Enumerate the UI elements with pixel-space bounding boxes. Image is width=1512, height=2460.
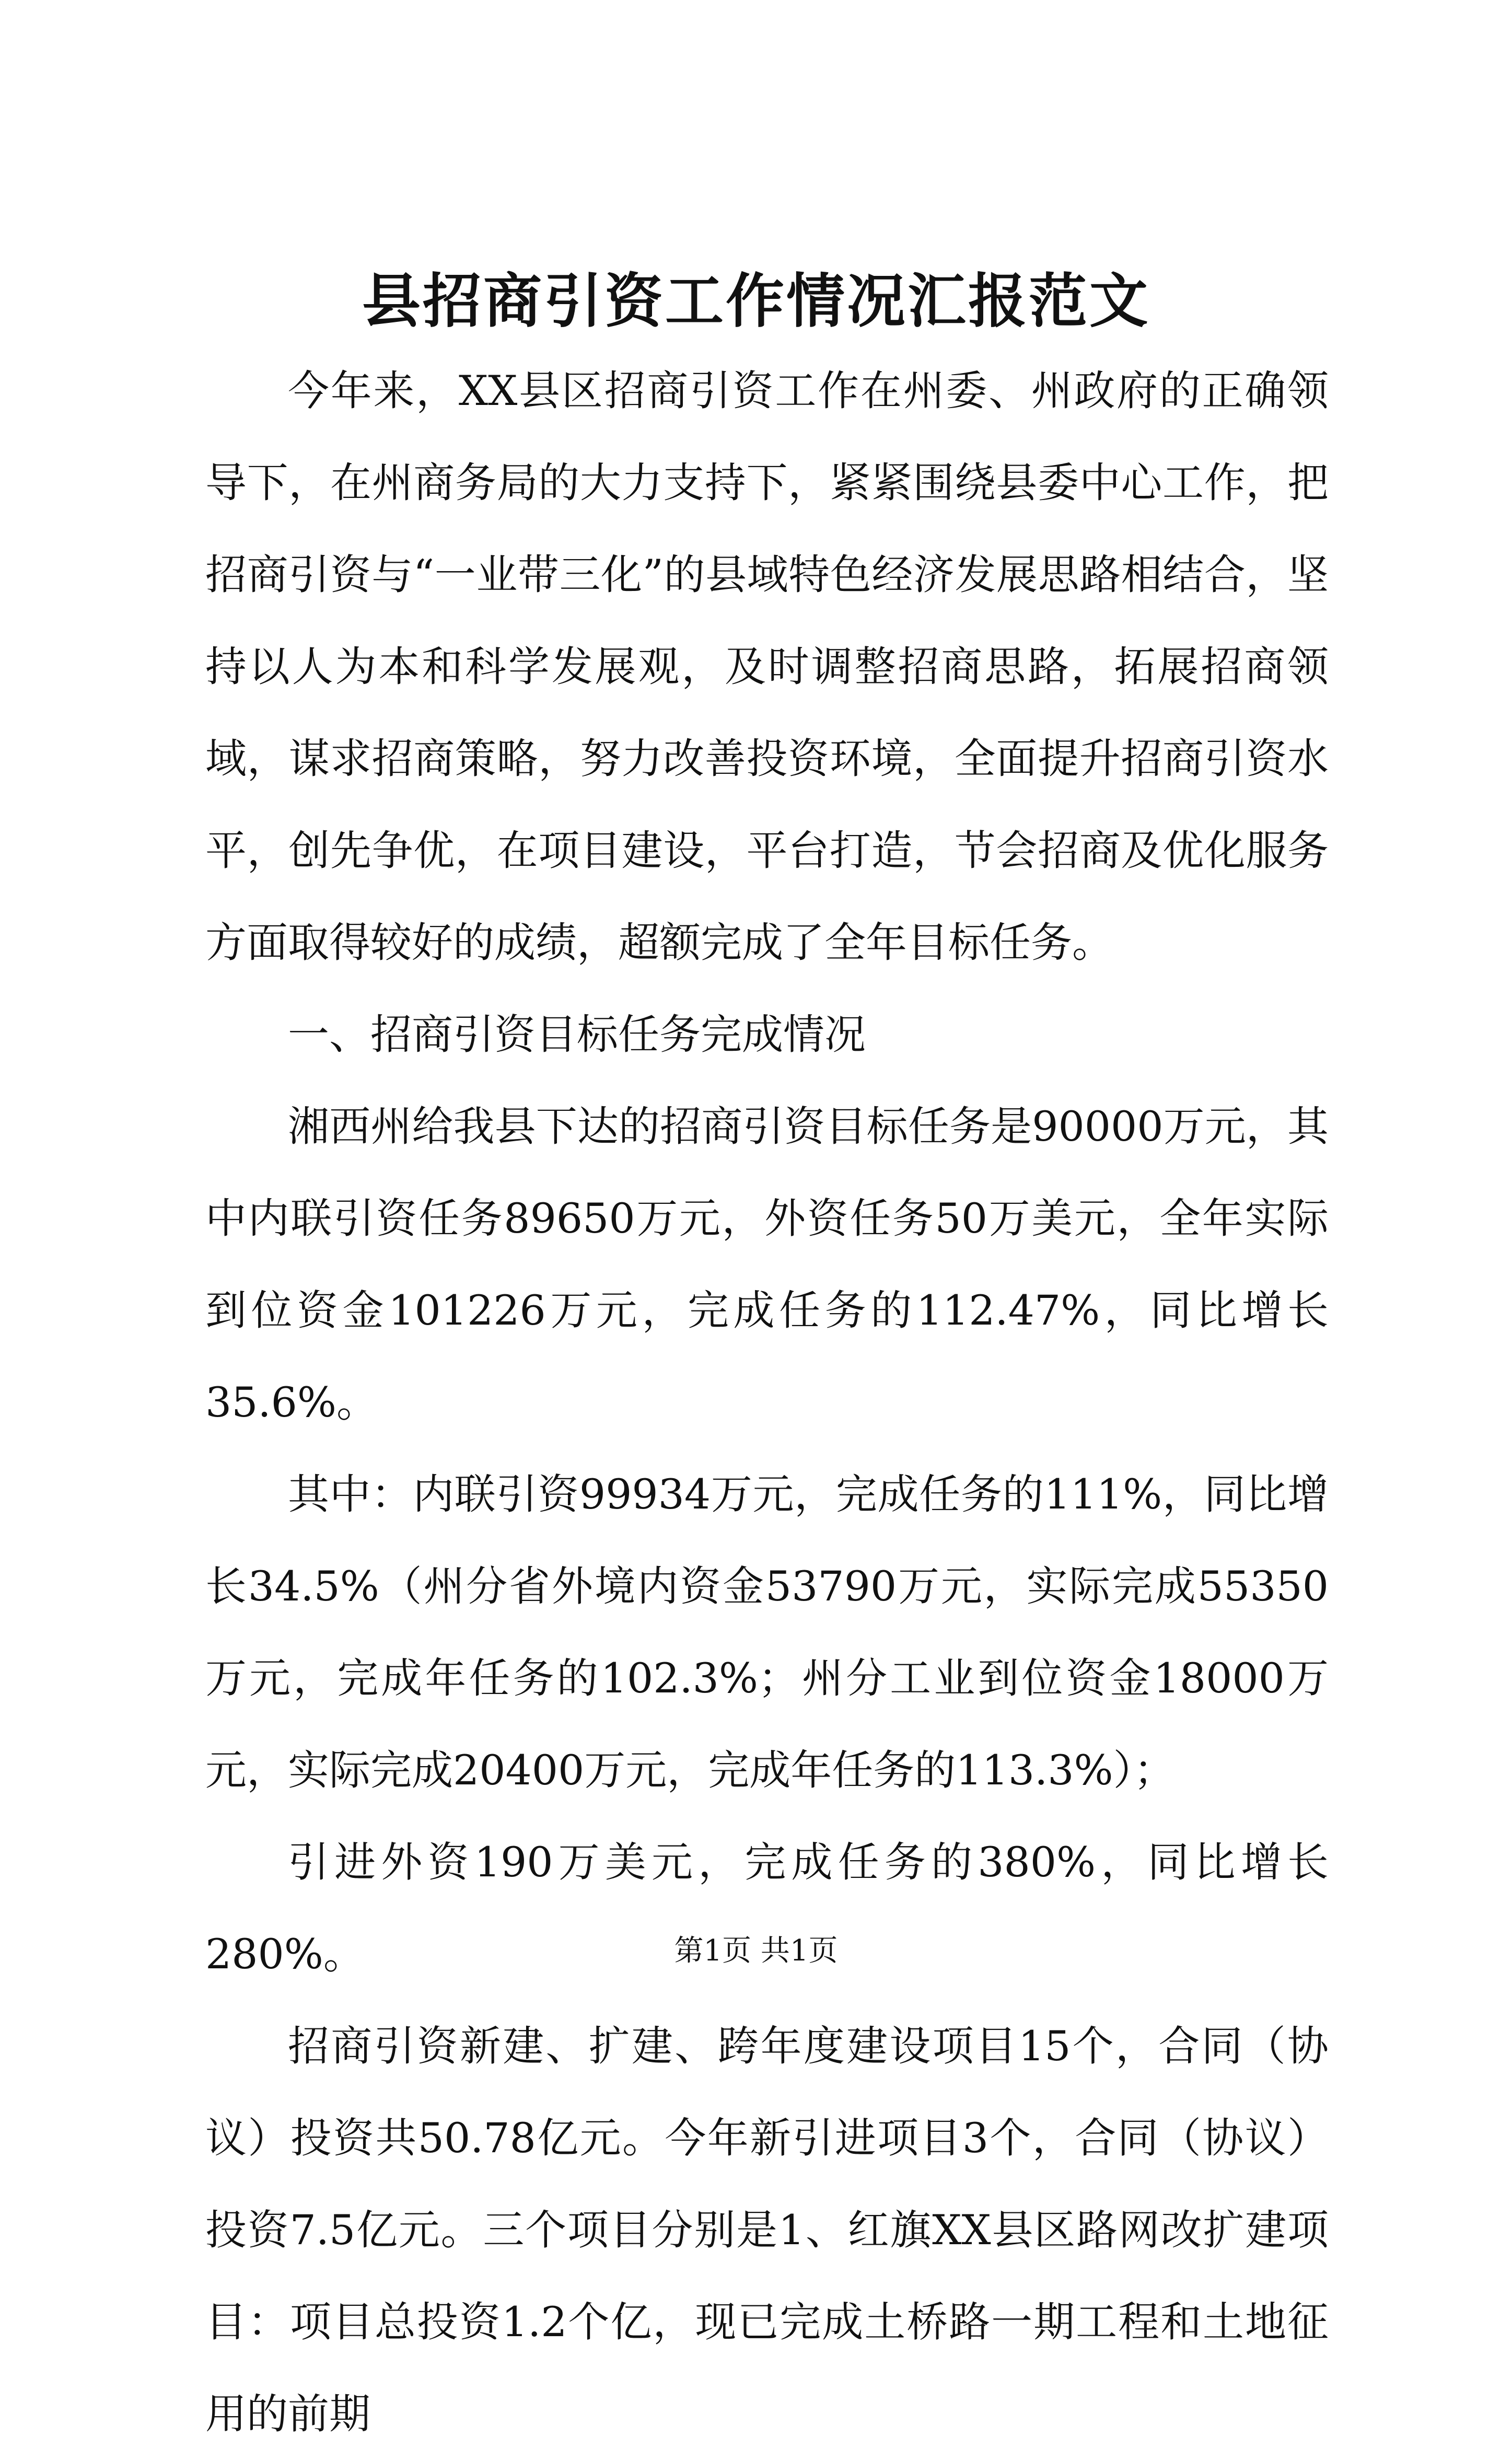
page-footer: 第1页 共1页 <box>674 1934 838 1968</box>
paragraph-targets: 湘西州给我县下达的招商引资目标任务是90000万元，其中内联引资任务89650万元，外资任务50万美元，全年实际到位资金101226万元，完成任务的112.47%，同比增长35.6%。 <box>205 1103 1329 1426</box>
section-heading: 一、招商引资目标任务完成情况 <box>288 1011 866 1059</box>
document-title: 县招商引资工作情况汇报范文 <box>362 267 1150 335</box>
paragraph-intro: 今年来，XX县区招商引资工作在州委、州政府的正确领导下，在州商务局的大力支持下，紧紧围绕县委中心工作，把招商引资与“一业带三化”的县域特色经济发展思路相结合，坚持以人为本和科学发展观，及时调整招商思路，拓展招商领域，谋求招商策略，努力改善投资环境，全面提升招商引资水平，创先争优，在项目建设，平台打造，节会招商及优化服务方面取得较好的成绩，超额完成了全年目标任务。 <box>205 367 1329 967</box>
paragraph-foreign-investment: 引进外资190万美元，完成任务的380%，同比增长280%。 <box>205 1838 1329 1978</box>
paragraph-projects: 招商引资新建、扩建、跨年度建设项目15个，合同（协议）投资共50.78亿元。今年新引进项目3个，合同（协议）投资7.5亿元。三个项目分别是1、红旗XX县区路网改扩建项目：项目总投资1.2个亿，现已完成土桥路一期工程和土地征用的前期 <box>205 2022 1329 2438</box>
document-body <box>205 345 1329 2460</box>
paragraph-domestic-investment: 其中：内联引资99934万元，完成任务的111%，同比增长34.5%（州分省外境内资金53790万元，实际完成55350万元，完成年任务的102.3%；州分工业到位资金18000万元，实际完成20400万元，完成年任务的113.3%）； <box>205 1470 1329 1794</box>
